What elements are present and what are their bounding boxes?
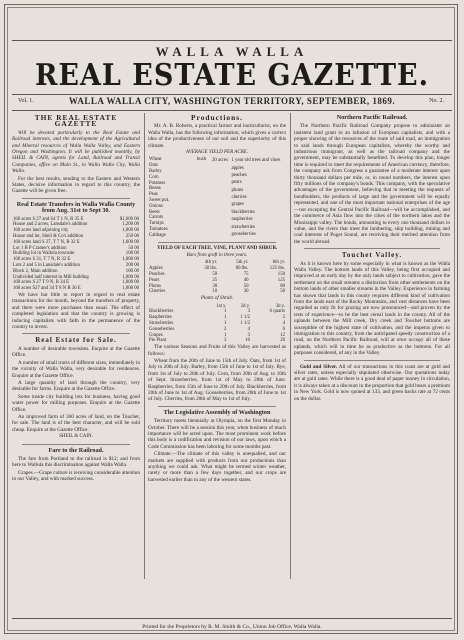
- table-row: [211, 180, 286, 187]
- paragraph: The various Seasons and Fruits of this Valley are harvested as follows:: [148, 344, 286, 357]
- table-cell: 50 00: [128, 245, 139, 251]
- table-cell: Beets: [149, 209, 160, 215]
- table-cell: [211, 172, 230, 179]
- table-cell: [211, 202, 230, 209]
- table-cell: 50: [212, 272, 218, 277]
- table-row: [211, 187, 286, 194]
- table-cell: 2: [282, 315, 285, 321]
- paragraph: Mr. A. B. Roberts, a practical farmer and horticulturist, on the Walla Walla, has the following information, which gives a correct idea of the productiveness of our soil and the superiority of this climate.: [148, 123, 286, 149]
- divider: [158, 242, 276, 243]
- section-heading: Productions.: [191, 114, 243, 122]
- table-cell: 80 lbs.: [235, 266, 249, 272]
- table-cell: 125: [277, 277, 285, 283]
- volume-label: Vol. 1.: [18, 98, 34, 104]
- table-cell: 20: [280, 338, 285, 344]
- table-cell: Wheat: [149, 157, 162, 163]
- column-divider: [144, 113, 145, 579]
- table-cell: Lots 2 and 5 in Lansdale's addition: [13, 263, 80, 269]
- section-heading: Real Estate Transfers in Walla Walla County from Aug. 31st to Sept 30.: [16, 200, 136, 215]
- table-cell: Strawberries: [149, 320, 174, 326]
- column-middle: [148, 114, 286, 584]
- table-cell: 40: [243, 277, 249, 283]
- paragraph: Climate.—The climate of this valley is unequalled, and our markets are supplied with products from our productions than anything we could ask. What might be termed winter weather, rarely or more than a few days together, and our crops are harvested earlier than in any of the western states.: [148, 451, 286, 483]
- table-cell: 4: [247, 326, 251, 332]
- table-cell: 6th yr.: [272, 260, 285, 266]
- dateline-rule: [12, 110, 452, 111]
- table-cell: 12: [280, 332, 285, 338]
- table-cell: 1st y.: [216, 303, 227, 309]
- table-row: [211, 209, 286, 216]
- divider: [22, 444, 130, 445]
- table-cell: 3: [247, 309, 251, 315]
- table-cell: House and 2 acres, Lansdale's addition: [13, 222, 88, 228]
- table-cell: 30: [212, 283, 218, 289]
- table-cell: 2: [224, 326, 227, 332]
- table-cell: Apples: [149, 266, 163, 272]
- table-cell: Blackberries: [149, 309, 174, 315]
- table-cell: Raspberries: [149, 315, 172, 321]
- table-cell: 80: [280, 283, 285, 289]
- table-cell: 1,000 00: [122, 257, 139, 263]
- section-heading: The Legislative Assembly of Washington: [163, 408, 271, 416]
- table-cell: [211, 231, 230, 238]
- table-cell: 1 1/2: [240, 320, 251, 326]
- table-cell: 125 lbs.: [269, 266, 285, 272]
- yield-tables: [148, 157, 286, 238]
- table-subheading: Plants of Shrub.: [200, 296, 234, 302]
- paragraph: Grapes.—Grape culture is receiving considerable attention in our Valley, and with marked success.: [12, 469, 140, 483]
- column-left: [12, 114, 140, 571]
- paragraph: [294, 364, 450, 402]
- table-cell: 160 acres S27 and 34 T 8 N R 36 E: [13, 286, 81, 292]
- table-cell: 3: [247, 332, 251, 338]
- footer-imprint: Printed for the Proprietors by R. M. Smith & Co., Union Job Office, Walla Walla.: [142, 624, 322, 630]
- table-cell: 6 quarts: [269, 309, 285, 315]
- table-cell: Pears: [149, 277, 160, 283]
- table-cell: 1: [224, 309, 227, 315]
- section-heading: Real Estate for Sale.: [35, 336, 117, 345]
- table-cell: 25: [212, 277, 218, 283]
- table-cell: pears: [231, 180, 242, 186]
- divider: [304, 360, 440, 361]
- paragraph: The fare from Portland to the railroad is $12; and from here to Wallula this discrimination against Walla Walla.: [12, 455, 140, 469]
- divider: [158, 406, 276, 407]
- table-cell: 3: [224, 338, 227, 344]
- table-cell: 100 00: [125, 268, 139, 274]
- masthead-bottom-rule: [12, 94, 452, 95]
- table-row: [148, 289, 286, 295]
- table-cell: Peas: [149, 192, 158, 198]
- table-cell: Potatoes: [149, 180, 166, 186]
- table-row: [211, 216, 286, 223]
- fruit-table: [148, 260, 286, 295]
- table-cell: 150: [277, 272, 285, 277]
- paragraph: Will be devoted particularly to the Real Estate and Railroad interests, and the development of the Agricultural and Mineral resources of Walla Walla Valley, and Eastern Oregon and Washington. It will be published monthly, by SHEIL & CAIN, agents for Land, Railroad and Transit Companies, office on Main St., in Walla Walla City, Walla Walla.: [12, 129, 140, 175]
- column-divider: [290, 113, 291, 579]
- table-cell: Gooseberries: [149, 326, 175, 332]
- table-cell: 6: [282, 326, 285, 332]
- table-row: [211, 172, 286, 179]
- column-right: [294, 114, 450, 584]
- section-heading: THE REAL ESTATE GAZETTE: [34, 114, 118, 129]
- table-cell: cherries: [231, 195, 247, 201]
- table-cell: 1: [224, 320, 227, 326]
- table-cell: raspberries: [231, 217, 253, 223]
- table-subheading: Bars from graft in three years.: [186, 253, 248, 258]
- table-cell: [211, 165, 230, 172]
- yield-table-right: [211, 157, 286, 238]
- table-cell: 1,000 00: [122, 228, 139, 234]
- table-cell: 160 acres land S 27, T 7 N, R 32 E: [13, 239, 80, 245]
- table-cell: 1 year old trees and vines: [231, 158, 281, 164]
- table-cell: 10: [245, 338, 251, 344]
- paragraph: For the best results, sending to the Eastern and Western States, decisive information in regard to this country, the Gazette will be given free.: [12, 175, 140, 195]
- paragraph: A large quantity of land through the country, very desirable for farms. Enquire at the Gazette Office.: [12, 379, 140, 393]
- table-cell: Lot 1 B P Cramer's addition: [13, 245, 67, 251]
- table-cell: 75: [243, 272, 249, 277]
- table-cell: peaches: [231, 172, 247, 178]
- table-cell: [187, 233, 207, 239]
- table-row: [211, 157, 286, 164]
- table-cell: House and lot, Sheil & Co's addition: [13, 234, 84, 240]
- table-cell: 4: [282, 320, 285, 326]
- table-cell: gooseberries: [231, 231, 256, 237]
- table-cell: [211, 224, 230, 231]
- masthead-subtitle: WALLA WALLA: [155, 44, 309, 59]
- table-cell: grapes: [231, 202, 244, 208]
- paragraph: A number of small tracts of different sizes, immediately in the vicinity of Walla Walla, very desirable for residences. Enquire at the Gazette Office.: [12, 359, 140, 379]
- table-cell: 20 acres: [211, 158, 228, 164]
- table-heading: AVERAGE YIELD PER ACRE.: [185, 150, 249, 156]
- table-cell: 160 acres S 27 and S4 T 1 N, R 35 E: [13, 216, 84, 222]
- table-cell: 1: [224, 315, 227, 321]
- signature: SHEIL & CAIN.: [59, 434, 93, 440]
- table-row: [211, 194, 286, 201]
- table-cell: Pie Plant: [149, 338, 167, 344]
- table-cell: 30 lbs.: [204, 266, 218, 272]
- paragraph: Wheat from the 20th of June to 15th of July. Oats, from 1st of July to 20th of July. Barley, from 15th of June to 1st of July. Rye, from 1st of July to 20th of July. Corn, from 20th of Aug. to 10th of Sept. Strawberries, from 1st of May to 20th of June. Raspberries, from 15th of June to 20th of July. Blackberries, from 20th of June to 1st of Aug. Gooseberries, from 20th of June to 1st of July. Cherries, from 20th of May to 1st of July.: [148, 357, 286, 403]
- table-cell: 3d y.: [275, 303, 285, 309]
- table-cell: 160 acres land adjoining city: [13, 228, 69, 234]
- table-cell: 160 acres S 27 T 9 N, R 34 E: [13, 280, 70, 286]
- table-cell: Beans: [149, 186, 161, 192]
- table-cell: 10: [212, 289, 218, 295]
- table-cell: bush: [196, 157, 206, 163]
- table-cell: 1,000 00: [122, 280, 139, 286]
- table-cell: 200 00: [125, 263, 139, 269]
- table-cell: 1: [224, 332, 227, 338]
- table-cell: Cabbage: [149, 232, 166, 238]
- table-cell: Cherries: [149, 289, 166, 295]
- inline-heading: Gold and Silver.: [300, 363, 338, 370]
- table-cell: Turnips: [149, 221, 164, 227]
- table-cell: Building lot in Wallula townsite: [13, 251, 75, 257]
- plant-table: [148, 304, 286, 345]
- date-location: WALLA WALLA CITY, WASHINGTON TERRITORY, SEPTEMBER, 1869.: [68, 96, 396, 106]
- transfers-table: [12, 217, 140, 292]
- issue-number: No. 2.: [429, 98, 444, 104]
- paragraph: A number of desirable townsites. Enquire at the Gazette Office.: [12, 345, 140, 359]
- table-cell: [211, 209, 230, 216]
- table-cell: 100 00: [125, 251, 139, 257]
- table-cell: 160 acres S 31, T 7 N, R 32 E: [13, 257, 71, 263]
- table-cell: 4th yr.: [204, 260, 218, 266]
- table-cell: 30: [243, 289, 249, 295]
- table-cell: 2d y.: [240, 303, 251, 309]
- section-heading: Northern Pacific Railroad.: [336, 114, 408, 121]
- table-cell: 50: [280, 289, 285, 295]
- divider: [22, 198, 130, 199]
- table-heading: YIELD OF EACH TREE, VINE, PLANT AND SHRUB.: [156, 245, 278, 251]
- divider: [304, 248, 440, 249]
- paragraph: The Northern Pacific Railroad Company propose to administer an insistent land grant to an infusion of European capitalists, and with a proper showing of the resources of the route of said road, an immigration to said lands through European capitalists, whereby the worthy and industrious immigrant, as well as the railroad company and the government, may be substantially benefited. To develop this plan, longer time is required to meet the requirements of American currency, therefore, the company ask from Congress a guarantee of a moderate interest upon thirty thousand dollars per mile, or, in round numbers, the interest upon fifty millions of the company's bonds. This company, with the speculative advantages of the government, believing that in meeting the requests of bondholders, the products of large and the government will be equally represented, and one of the most important national enterprises of the age—not excepting the Central Pacific Railroad—will be accomplished, and the commerce of Asia flow into the cities of the northern lakes and the Mississippi valley. The bonds, amounting to every one thousand dollars in value, and the rivers that meet the lumbering, ship building, mining and coal interests of Puget Sound, are receiving their merited attention from the world abroad.: [294, 123, 450, 245]
- table-cell: 50: [243, 283, 249, 289]
- table-cell: 1,000 00: [122, 274, 139, 280]
- masthead-top-rule: [12, 40, 452, 41]
- table-cell: 1,600 00: [122, 239, 139, 245]
- section-heading: Fare to the Railroad.: [48, 446, 104, 454]
- table-cell: 1,000 00: [122, 286, 139, 292]
- table-row: [211, 231, 286, 238]
- table-cell: Onions: [149, 203, 163, 209]
- table-cell: [211, 187, 230, 194]
- table-cell: Carrots: [149, 215, 164, 221]
- table-cell: [211, 180, 230, 187]
- table-cell: 1,200 00: [122, 222, 139, 228]
- table-cell: 5th yr.: [236, 260, 249, 266]
- paragraph: As it is known here by some especially in what is known as the Walla Walla Valley. The bottom lands of this Valley, being first occupied and improved at an early day by the only lands subject to cultivation, gave the settlement on the small streams a distinction from other settlements on the bottom lands of other smaller streams in the Valley. Experience in farming has shown that lands in this county requires different kind of cultivation from the lands east of the Rocky Mountains, and vast distances have been regarded as only fit for grazing are now pronounced—and proven by the tests of experience—to be the best cereal lands in the county. All of the uplands between the Mill creek, Dry creek and Touchet bottoms are susceptible of the highest state of cultivation, and the impetus given to immigration to this country, from the anticipated speedy construction of a road, on the Northern Pacific Railroad, will at once occupy all of these uplands, which will in time be as productive as the bottoms. For all purposes considered, of any in the Valley.: [294, 260, 450, 357]
- table-cell: strawberries: [231, 224, 255, 230]
- table-row: [211, 165, 286, 172]
- table-cell: apples: [231, 165, 244, 171]
- table-row: [211, 202, 286, 209]
- paragraph: An improved farm of 360 acres of land, on the Touchet, for sale. The land is of the best character, and will be sold cheap. Enquire at the Gazette Office.: [12, 413, 140, 433]
- table-cell: [211, 194, 230, 201]
- divider: [22, 333, 130, 334]
- table-cell: Undivided half interest in Mill building: [13, 274, 89, 280]
- table-cell: Sweet pot.: [149, 198, 170, 204]
- table-cell: Grapes: [149, 332, 163, 338]
- table-cell: $1,600 00: [119, 216, 139, 222]
- table-cell: plums: [231, 187, 244, 193]
- section-heading: Touchet Valley.: [341, 251, 403, 260]
- table-cell: Peaches: [149, 272, 165, 277]
- table-cell: Corn: [149, 174, 159, 180]
- table-cell: Plums: [149, 283, 161, 289]
- table-cell: blackberries: [231, 209, 255, 215]
- paragraph: We have but little to report in regard to real estate transactions for the month, beyond the transfers of property, and there were more purchases than usual. The effect of completed legislation and that the country is growing is inducing capitalists with faith in the permanence of the country to invest.: [12, 292, 140, 331]
- table-row: [211, 224, 286, 231]
- table-cell: [211, 216, 230, 223]
- table-cell: Block 2, Main addition: [13, 268, 58, 274]
- table-cell: Tomatoes: [149, 227, 168, 232]
- table-cell: 250 00: [125, 234, 139, 240]
- footer-rule: [12, 618, 452, 619]
- dateline: [12, 96, 452, 110]
- paragraph-text: All of our transactions in this coast are at gold and silver rates, unless especially stipulated otherwise. Our quotations today are at gold rates. While there is a good deal of paper money in circulation, it is always taken at a discount in the proportion that gold bears a premium in New York. Gold is now quoted at 133, and green backs rate at 72 cents on the dollar.: [294, 363, 450, 402]
- table-cell: Barley: [149, 169, 162, 175]
- table-row: [148, 233, 207, 239]
- yield-table-left: [148, 157, 207, 238]
- paragraph: Some inside city building lots for business, having good water power for milling purposes. Enquire at the Gazette Office.: [12, 393, 140, 413]
- table-cell: 1 1/2: [240, 315, 251, 321]
- paragraph: Territory meets biennially at Olympia, on the first Monday in October. There will be a session this year, when business of much importance will be acted upon. The most prominent work before this body is a codification and revision of our laws, upon which a Code Commission has been laboring for some months past.: [148, 418, 286, 450]
- table-cell: Oats: [149, 163, 158, 169]
- masthead-title: REAL ESTATE GAZETTE.: [34, 58, 430, 93]
